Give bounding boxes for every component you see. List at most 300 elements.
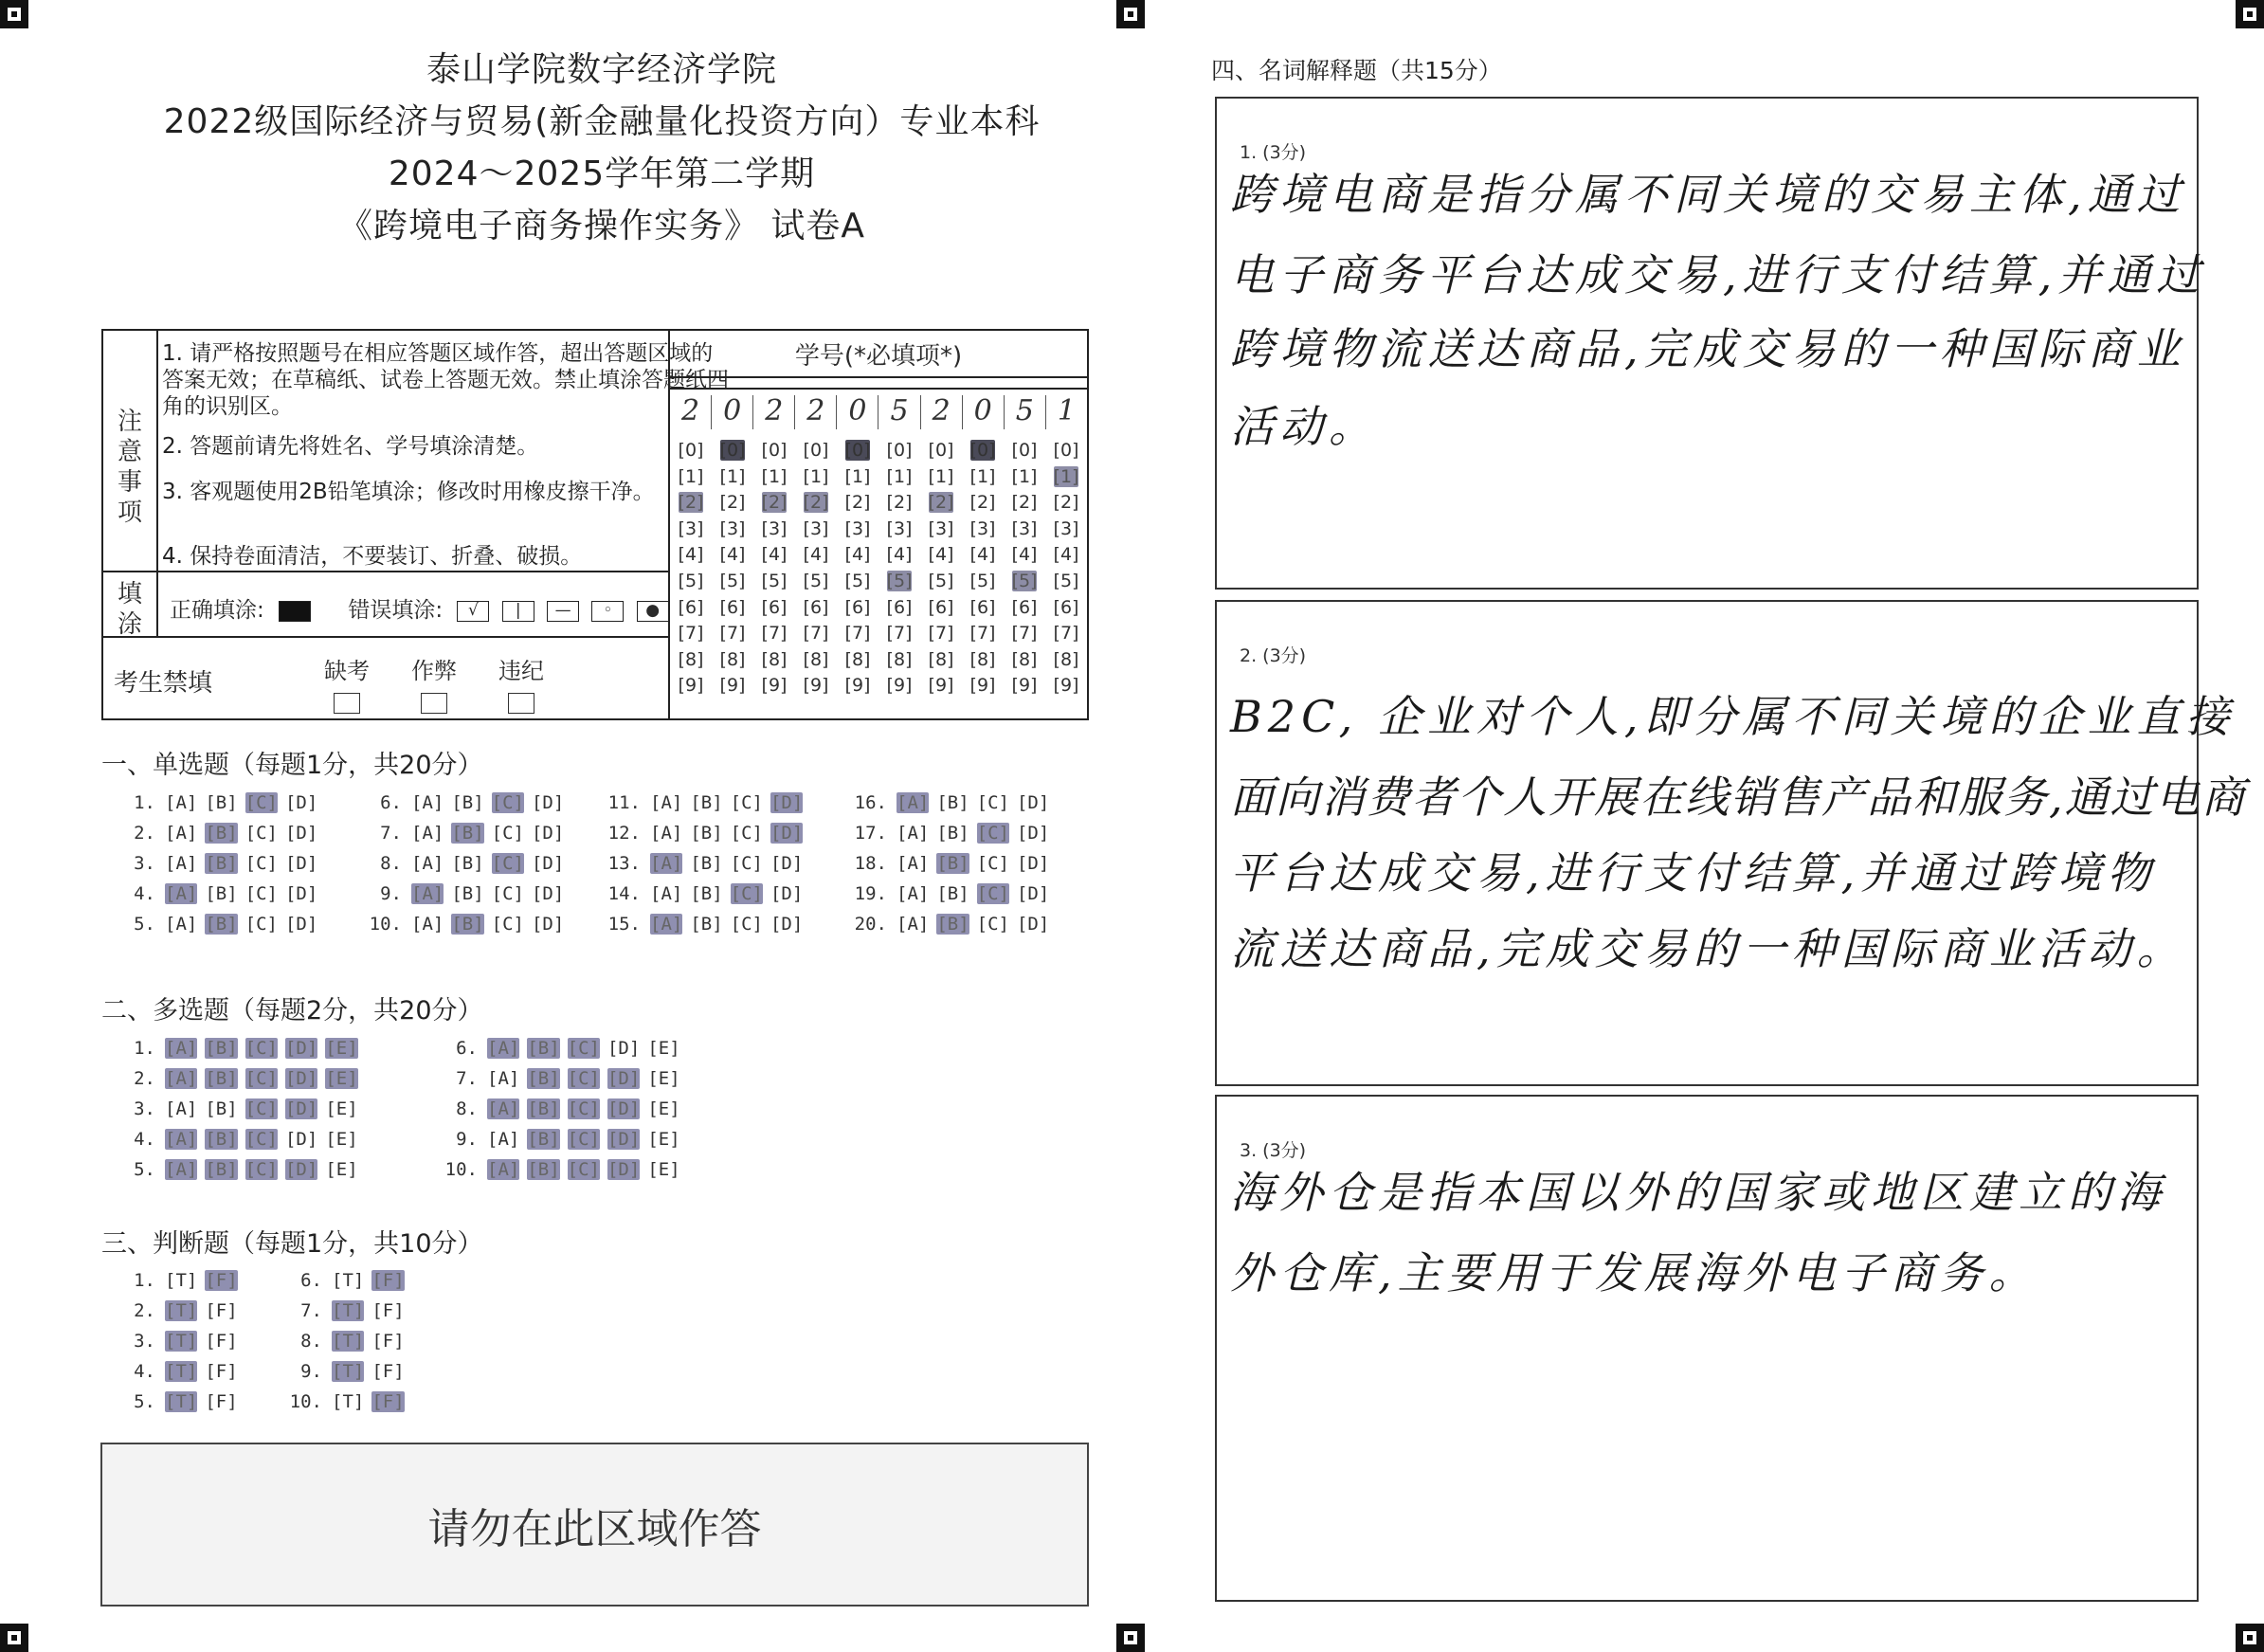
option-filled[interactable]: [B] (205, 823, 238, 844)
student-id-bubble[interactable]: [6] (844, 596, 871, 618)
student-id-bubble[interactable]: [3] (719, 517, 746, 539)
option[interactable]: [A] (411, 823, 444, 844)
option[interactable]: [D] (1016, 883, 1050, 904)
student-id-bubble[interactable]: [6] (719, 596, 746, 618)
option-filled[interactable]: [A] (897, 792, 930, 813)
option[interactable]: [C] (976, 853, 1009, 874)
student-id-bubble[interactable]: [3] (928, 517, 954, 539)
student-id-bubble[interactable]: [2] (1053, 492, 1079, 514)
option[interactable]: [B] (205, 792, 238, 813)
single-choice-question[interactable] (114, 792, 325, 813)
option-filled[interactable]: [B] (527, 1068, 560, 1089)
option-filled[interactable]: [B] (205, 1068, 238, 1089)
student-id-bubble[interactable]: [8] (844, 648, 871, 670)
option[interactable]: [D] (1016, 792, 1050, 813)
option[interactable]: [C] (976, 792, 1009, 813)
student-id-bubble[interactable]: [0] (803, 440, 829, 461)
option[interactable]: [B] (936, 823, 969, 844)
option[interactable]: [T] (332, 1391, 365, 1412)
student-id-bubble[interactable]: [7] (1011, 623, 1038, 644)
option[interactable]: [D] (284, 883, 318, 904)
student-id-bubble[interactable]: [1] (886, 465, 913, 487)
judge-question[interactable] (281, 1361, 412, 1382)
option-filled[interactable]: [T] (332, 1300, 365, 1321)
ban-absent[interactable]: 缺考 (299, 652, 394, 714)
option[interactable]: [A] (897, 853, 930, 874)
student-id-bubble[interactable]: [6] (1011, 596, 1038, 618)
single-choice-question[interactable] (360, 883, 571, 904)
student-id-bubble-filled[interactable]: [2] (761, 492, 788, 514)
student-id-bubble[interactable]: [1] (1011, 465, 1038, 487)
option-filled[interactable]: [C] (567, 1068, 600, 1089)
option[interactable]: [F] (205, 1361, 238, 1382)
option-filled[interactable]: [B] (451, 914, 484, 935)
option-filled[interactable]: [D] (284, 1068, 318, 1089)
option[interactable]: [T] (165, 1270, 198, 1291)
student-id-bubble-filled[interactable]: [5] (886, 570, 913, 591)
option-filled[interactable]: [B] (527, 1098, 560, 1119)
multi-choice-question[interactable] (436, 1159, 688, 1180)
option[interactable]: [A] (165, 853, 198, 874)
option-filled[interactable]: [A] (165, 1068, 198, 1089)
option[interactable]: [F] (205, 1300, 238, 1321)
student-id-bubble[interactable]: [4] (678, 544, 704, 566)
student-id-bubble[interactable]: [8] (678, 648, 704, 670)
option-filled[interactable]: [C] (567, 1129, 600, 1150)
single-choice-question[interactable] (114, 883, 325, 904)
student-id-bubble[interactable]: [7] (761, 623, 788, 644)
single-choice-question[interactable] (114, 914, 325, 935)
student-id-bubble[interactable]: [5] (803, 570, 829, 591)
option[interactable]: [C] (491, 914, 524, 935)
option[interactable]: [E] (647, 1068, 680, 1089)
single-choice-question[interactable] (360, 853, 571, 874)
student-id-bubble[interactable]: [9] (1053, 675, 1079, 697)
option[interactable]: [B] (936, 883, 969, 904)
option-filled[interactable]: [T] (332, 1331, 365, 1352)
option[interactable]: [A] (411, 914, 444, 935)
option-filled[interactable]: [B] (205, 1159, 238, 1180)
option-filled[interactable]: [C] (567, 1098, 600, 1119)
exam-title: 《跨境电子商务操作实务》 试卷A (337, 207, 866, 245)
option-filled[interactable]: [A] (487, 1038, 520, 1059)
option[interactable]: [D] (770, 883, 804, 904)
single-choice-question[interactable] (845, 853, 1057, 874)
multi-choice-question[interactable] (114, 1068, 366, 1089)
student-id-bubble[interactable]: [4] (928, 544, 954, 566)
student-id-bubble[interactable]: [5] (928, 570, 954, 591)
option-filled[interactable]: [D] (770, 792, 804, 813)
student-id-bubble[interactable]: [7] (719, 623, 746, 644)
option[interactable]: [A] (650, 883, 683, 904)
student-id-bubble[interactable]: [4] (761, 544, 788, 566)
student-id-bubble[interactable]: [1] (969, 465, 996, 487)
option[interactable]: [D] (531, 914, 565, 935)
option[interactable]: [D] (1016, 823, 1050, 844)
student-id-bubble[interactable]: [9] (761, 675, 788, 697)
option-filled[interactable]: [E] (325, 1068, 358, 1089)
option[interactable]: [A] (897, 823, 930, 844)
option-filled[interactable]: [D] (770, 823, 804, 844)
option-filled[interactable]: [E] (325, 1038, 358, 1059)
option[interactable]: [D] (1016, 853, 1050, 874)
option-filled[interactable]: [F] (371, 1270, 405, 1291)
student-id-bubble[interactable]: [8] (803, 648, 829, 670)
option-filled[interactable]: [B] (205, 1129, 238, 1150)
option[interactable]: [A] (411, 792, 444, 813)
option[interactable]: [E] (325, 1129, 358, 1150)
student-id-bubble[interactable]: [4] (1053, 544, 1079, 566)
student-id-bubble[interactable]: [3] (803, 517, 829, 539)
single-choice-question[interactable] (845, 823, 1057, 844)
option[interactable]: [C] (730, 823, 763, 844)
student-id-bubble-filled[interactable]: [5] (1011, 570, 1038, 591)
answer-box-2[interactable] (1215, 600, 2247, 1086)
student-id-bubble[interactable]: [4] (969, 544, 996, 566)
student-id-bubble[interactable]: [3] (969, 517, 996, 539)
student-id-bubble[interactable]: [7] (1053, 623, 1079, 644)
option-filled[interactable]: [C] (491, 853, 524, 874)
option-filled[interactable]: [B] (936, 853, 969, 874)
option-filled[interactable]: [A] (165, 1038, 198, 1059)
student-id-bubble[interactable]: [1] (678, 465, 704, 487)
option[interactable]: [T] (332, 1270, 365, 1291)
option[interactable]: [D] (531, 883, 565, 904)
option[interactable]: [A] (487, 1068, 520, 1089)
student-id-bubble[interactable]: [8] (969, 648, 996, 670)
student-id-bubble-filled[interactable]: [2] (678, 492, 704, 514)
student-id-bubble[interactable]: [7] (844, 623, 871, 644)
option-filled[interactable]: [B] (205, 853, 238, 874)
single-choice-question[interactable] (599, 792, 810, 813)
option[interactable]: [C] (730, 792, 763, 813)
option[interactable]: [A] (897, 914, 930, 935)
option[interactable]: [B] (936, 792, 969, 813)
option-filled[interactable]: [A] (650, 853, 683, 874)
option-filled[interactable]: [B] (527, 1038, 560, 1059)
option[interactable]: [B] (690, 823, 723, 844)
question-number: 9. (380, 883, 402, 904)
student-id-bubble[interactable]: [5] (719, 570, 746, 591)
student-id-bubble[interactable]: [9] (803, 675, 829, 697)
option-filled[interactable]: [F] (205, 1270, 238, 1291)
student-id-bubble[interactable]: [2] (1011, 492, 1038, 514)
option[interactable]: [B] (205, 1098, 238, 1119)
single-choice-question[interactable] (845, 792, 1057, 813)
student-id-bubble[interactable]: [9] (969, 675, 996, 697)
judge-question[interactable] (114, 1300, 245, 1321)
judge-question[interactable] (281, 1270, 412, 1291)
option[interactable]: [E] (325, 1098, 358, 1119)
single-choice-question[interactable] (599, 914, 810, 935)
option-filled[interactable]: [T] (165, 1331, 198, 1352)
answer-box-1[interactable] (1215, 97, 2206, 590)
option[interactable]: [A] (165, 823, 198, 844)
option[interactable]: [A] (165, 914, 198, 935)
single-choice-question[interactable] (114, 853, 325, 874)
option[interactable]: [D] (607, 1038, 641, 1059)
option-filled[interactable]: [C] (245, 1098, 278, 1119)
option-filled[interactable]: [D] (607, 1129, 641, 1150)
student-id-bubble[interactable]: [9] (844, 675, 871, 697)
option-filled[interactable]: [C] (245, 1068, 278, 1089)
student-id-bubble[interactable]: [2] (844, 492, 871, 514)
option-filled[interactable]: [C] (245, 1129, 278, 1150)
student-id-bubble-filled[interactable]: [2] (928, 492, 954, 514)
student-id-bubble[interactable]: [7] (928, 623, 954, 644)
judge-question[interactable] (114, 1270, 245, 1291)
student-id-bubble[interactable]: [1] (719, 465, 746, 487)
option-filled[interactable]: [T] (165, 1300, 198, 1321)
student-id-bubble[interactable]: [8] (1053, 648, 1079, 670)
student-id-bubble[interactable]: [6] (969, 596, 996, 618)
student-id-bubble[interactable]: [0] (928, 440, 954, 461)
student-id-bubble[interactable]: [3] (761, 517, 788, 539)
option[interactable]: [B] (205, 883, 238, 904)
student-id-bubble[interactable]: [3] (1011, 517, 1038, 539)
student-id-bubble[interactable]: [1] (803, 465, 829, 487)
student-id-bubble[interactable]: [1] (844, 465, 871, 487)
option[interactable]: [E] (325, 1159, 358, 1180)
option[interactable]: [A] (650, 823, 683, 844)
student-id-bubble[interactable]: [8] (928, 648, 954, 670)
student-id-bubble[interactable]: [9] (678, 675, 704, 697)
single-choice-question[interactable] (360, 792, 571, 813)
student-id-bubble[interactable]: [4] (844, 544, 871, 566)
option-filled[interactable]: [D] (284, 1038, 318, 1059)
student-id-bubble[interactable]: [7] (678, 623, 704, 644)
option-filled[interactable]: [T] (165, 1361, 198, 1382)
option[interactable]: [A] (650, 792, 683, 813)
student-id-bubble[interactable]: [2] (969, 492, 996, 514)
single-choice-question[interactable] (599, 883, 810, 904)
option[interactable]: [E] (647, 1159, 680, 1180)
option[interactable]: [B] (690, 883, 723, 904)
option-filled[interactable]: [D] (284, 1159, 318, 1180)
option-filled[interactable]: [D] (284, 1098, 318, 1119)
option-filled[interactable]: [B] (936, 914, 969, 935)
option[interactable]: [D] (770, 914, 804, 935)
student-id-bubble-filled[interactable]: [1] (1053, 465, 1079, 487)
student-id-bubble[interactable]: [3] (1053, 517, 1079, 539)
student-id-bubble[interactable]: [5] (678, 570, 704, 591)
option[interactable]: [E] (647, 1129, 680, 1150)
multi-choice-question[interactable] (436, 1068, 688, 1089)
option[interactable]: [C] (491, 883, 524, 904)
student-id-bubble-filled[interactable]: [0] (844, 440, 871, 461)
option[interactable]: [E] (647, 1098, 680, 1119)
option[interactable]: [E] (647, 1038, 680, 1059)
student-id-bubble[interactable]: [9] (928, 675, 954, 697)
student-id-bubble[interactable]: [0] (1011, 440, 1038, 461)
option[interactable]: [B] (451, 883, 484, 904)
student-id-bubble[interactable]: [8] (1011, 648, 1038, 670)
option-filled[interactable]: [B] (205, 1038, 238, 1059)
student-id-bubble-grid[interactable] (670, 438, 1087, 699)
option[interactable]: [C] (491, 823, 524, 844)
student-id-bubble[interactable]: [1] (928, 465, 954, 487)
single-choice-question[interactable] (599, 853, 810, 874)
student-id-bubble[interactable]: [5] (969, 570, 996, 591)
option-filled[interactable]: [C] (730, 883, 763, 904)
option-filled[interactable]: [C] (245, 792, 278, 813)
student-id-bubble[interactable]: [4] (886, 544, 913, 566)
student-id-bubble[interactable]: [0] (886, 440, 913, 461)
option[interactable]: [F] (205, 1391, 238, 1412)
multi-choice-question[interactable] (114, 1129, 366, 1150)
judge-question[interactable] (114, 1361, 245, 1382)
option-filled[interactable]: [A] (165, 883, 198, 904)
single-choice-question[interactable] (845, 914, 1057, 935)
single-choice-question[interactable] (360, 823, 571, 844)
option[interactable]: [A] (487, 1129, 520, 1150)
option[interactable]: [B] (451, 853, 484, 874)
option-filled[interactable]: [C] (491, 792, 524, 813)
option[interactable]: [C] (730, 914, 763, 935)
answer-box-3[interactable] (1215, 1095, 2199, 1602)
student-id-bubble[interactable]: [9] (719, 675, 746, 697)
option[interactable]: [D] (284, 914, 318, 935)
student-id-bubble[interactable]: [9] (1011, 675, 1038, 697)
student-id-bubble[interactable]: [6] (761, 596, 788, 618)
single-choice-question[interactable] (599, 823, 810, 844)
student-id-bubble[interactable]: [5] (1053, 570, 1079, 591)
student-id-bubble[interactable]: [4] (1011, 544, 1038, 566)
option[interactable]: [A] (165, 1098, 198, 1119)
option[interactable]: [F] (371, 1300, 405, 1321)
ban-violation[interactable]: 违纪 (474, 652, 569, 714)
option[interactable]: [A] (411, 853, 444, 874)
multi-choice-question[interactable] (114, 1159, 366, 1180)
option-filled[interactable]: [T] (332, 1361, 365, 1382)
ban-cheat[interactable]: 作弊 (387, 652, 481, 714)
student-id-bubble[interactable]: [5] (761, 570, 788, 591)
student-id-bubble-row (670, 595, 1087, 622)
student-id-bubble[interactable]: [7] (886, 623, 913, 644)
option-filled[interactable]: [A] (411, 883, 444, 904)
option-filled[interactable]: [C] (976, 823, 1009, 844)
student-id-bubble[interactable]: [3] (844, 517, 871, 539)
student-id-bubble[interactable]: [7] (969, 623, 996, 644)
option-filled[interactable]: [B] (527, 1129, 560, 1150)
option[interactable]: [D] (284, 853, 318, 874)
student-id-bubble[interactable]: [6] (803, 596, 829, 618)
option-filled[interactable]: [T] (165, 1391, 198, 1412)
student-id-bubble[interactable]: [3] (886, 517, 913, 539)
option-filled[interactable]: [A] (487, 1159, 520, 1180)
multi-choice-question[interactable] (436, 1038, 688, 1059)
student-id-bubble[interactable]: [8] (761, 648, 788, 670)
student-id-bubble-filled[interactable]: [0] (719, 440, 746, 461)
judge-question[interactable] (281, 1300, 412, 1321)
judge-question[interactable] (114, 1331, 245, 1352)
student-id-bubble[interactable]: [5] (844, 570, 871, 591)
student-id-bubble[interactable]: [0] (1053, 440, 1079, 461)
option-filled[interactable]: [A] (165, 1159, 198, 1180)
option-filled[interactable]: [D] (607, 1159, 641, 1180)
option[interactable]: [D] (284, 1129, 318, 1150)
option[interactable]: [D] (531, 823, 565, 844)
student-id-bubble[interactable]: [4] (719, 544, 746, 566)
student-id-bubble[interactable]: [7] (803, 623, 829, 644)
option[interactable]: [B] (451, 792, 484, 813)
option[interactable]: [C] (245, 853, 278, 874)
option[interactable]: [A] (165, 792, 198, 813)
option-filled[interactable]: [A] (487, 1098, 520, 1119)
option[interactable]: [C] (245, 883, 278, 904)
multi-choice-question[interactable] (436, 1129, 688, 1150)
student-id-bubble[interactable]: [9] (886, 675, 913, 697)
option[interactable]: [B] (690, 914, 723, 935)
student-id-bubble[interactable]: [1] (761, 465, 788, 487)
option[interactable]: [B] (690, 853, 723, 874)
option[interactable]: [B] (690, 792, 723, 813)
judge-question[interactable] (281, 1331, 412, 1352)
student-id-bubble-filled[interactable]: [2] (803, 492, 829, 514)
student-id-bubble[interactable]: [2] (719, 492, 746, 514)
option-filled[interactable]: [F] (371, 1391, 405, 1412)
judge-question[interactable] (281, 1391, 412, 1412)
option-filled[interactable]: [A] (650, 914, 683, 935)
option[interactable]: [C] (730, 853, 763, 874)
student-id-bubble[interactable]: [6] (928, 596, 954, 618)
option[interactable]: [D] (284, 823, 318, 844)
option-filled[interactable]: [A] (165, 1129, 198, 1150)
student-id-bubble[interactable]: [3] (678, 517, 704, 539)
option-filled[interactable]: [B] (451, 823, 484, 844)
option[interactable]: [F] (371, 1361, 405, 1382)
student-id-bubble[interactable]: [8] (719, 648, 746, 670)
option-filled[interactable]: [B] (205, 914, 238, 935)
single-choice-question[interactable] (845, 883, 1057, 904)
option[interactable]: [F] (205, 1331, 238, 1352)
option-filled[interactable]: [C] (245, 1038, 278, 1059)
option[interactable]: [D] (531, 792, 565, 813)
option[interactable]: [D] (1016, 914, 1050, 935)
student-id-bubble[interactable]: [6] (886, 596, 913, 618)
student-id-bubble[interactable]: [8] (886, 648, 913, 670)
option-filled[interactable]: [D] (607, 1068, 641, 1089)
multi-choice-question[interactable] (436, 1098, 688, 1119)
option-filled[interactable]: [B] (527, 1159, 560, 1180)
option[interactable]: [D] (284, 792, 318, 813)
option[interactable]: [C] (976, 914, 1009, 935)
option-filled[interactable]: [C] (976, 883, 1009, 904)
single-choice-question[interactable] (360, 914, 571, 935)
option[interactable]: [D] (531, 853, 565, 874)
student-id-bubble-filled[interactable]: [0] (969, 440, 996, 461)
option[interactable]: [C] (245, 823, 278, 844)
option[interactable]: [A] (897, 883, 930, 904)
judge-question[interactable] (114, 1391, 245, 1412)
option[interactable]: [C] (245, 914, 278, 935)
multi-choice-question[interactable] (114, 1098, 366, 1119)
student-id-bubble[interactable]: [4] (803, 544, 829, 566)
student-id-bubble[interactable]: [0] (761, 440, 788, 461)
option-filled[interactable]: [D] (607, 1098, 641, 1119)
option[interactable]: [F] (371, 1331, 405, 1352)
student-id-bubble[interactable]: [0] (678, 440, 704, 461)
option-filled[interactable]: [C] (245, 1159, 278, 1180)
option-filled[interactable]: [C] (567, 1159, 600, 1180)
multi-choice-question[interactable] (114, 1038, 366, 1059)
student-id-bubble[interactable]: [2] (886, 492, 913, 514)
student-id-bubble[interactable]: [6] (1053, 596, 1079, 618)
option-filled[interactable]: [C] (567, 1038, 600, 1059)
single-choice-question[interactable] (114, 823, 325, 844)
option[interactable]: [D] (770, 853, 804, 874)
student-id-bubble[interactable]: [6] (678, 596, 704, 618)
